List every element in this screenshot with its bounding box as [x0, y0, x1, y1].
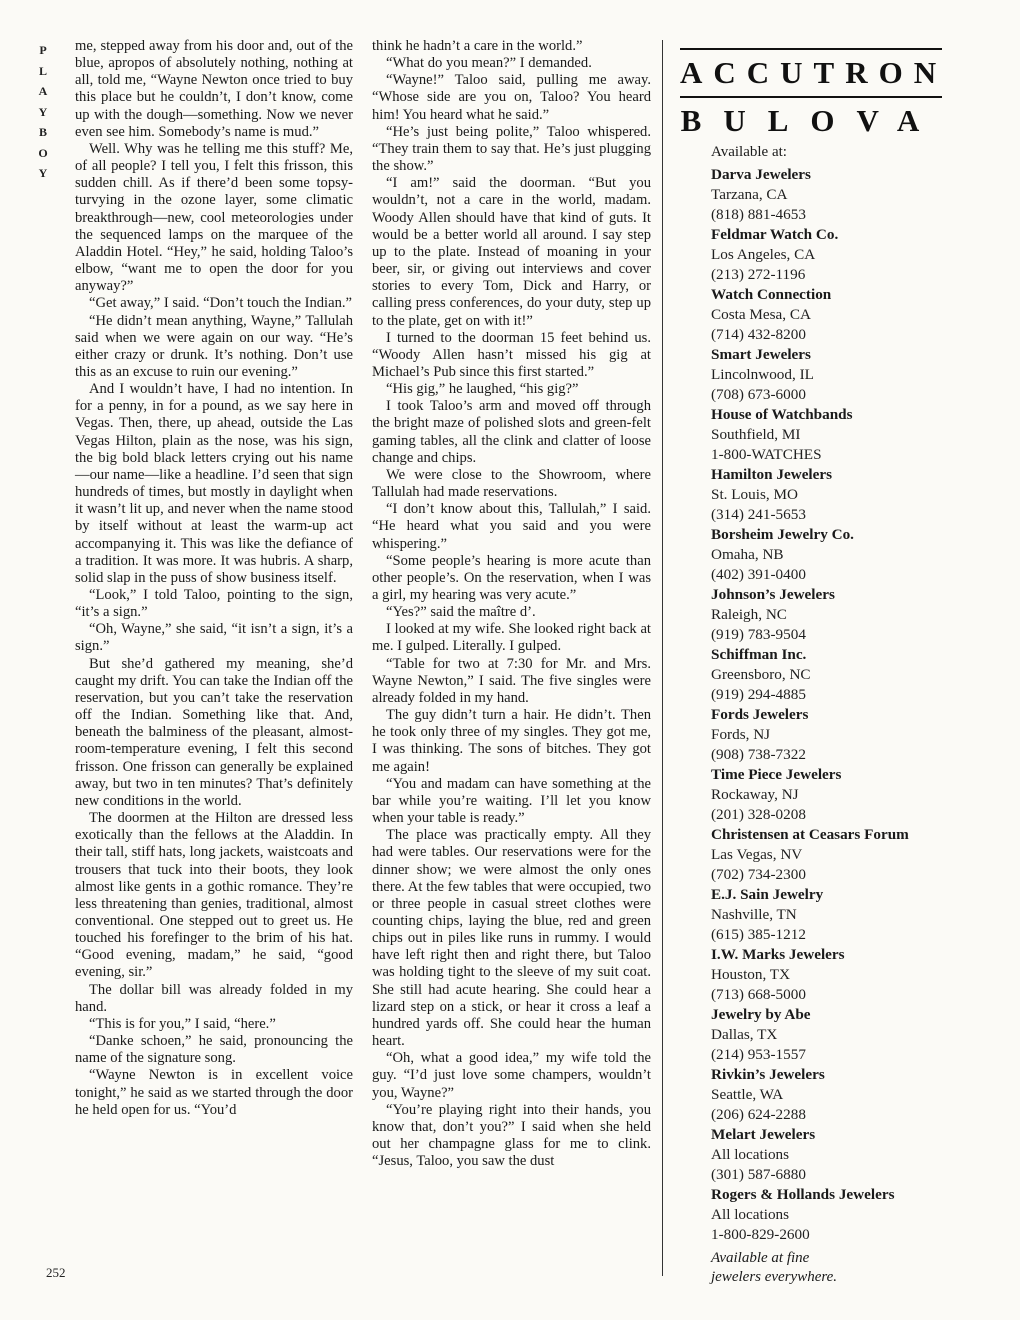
retailer-location: Houston, TX	[711, 966, 791, 983]
retailer-entry	[711, 1125, 980, 1185]
retailer-phone: (714) 432-8200	[711, 326, 806, 343]
article-paragraph: “This is for you,” I said, “here.”	[89, 1015, 276, 1032]
retailer-location: Tarzana, CA	[711, 186, 788, 203]
section-tab-letter: L	[38, 63, 47, 78]
tagline	[711, 1249, 980, 1287]
article-paragraph: “His gig,” he laughed, “his gig?”	[386, 381, 579, 398]
retailer-entry	[711, 285, 980, 345]
retailer-phone: (314) 241-5653	[711, 506, 806, 523]
retailer-phone: (301) 587-6880	[711, 1166, 806, 1183]
article-paragraph: “Get away,” I said. “Don’t touch the Indian.”	[89, 295, 352, 312]
retailer-entry	[711, 825, 980, 885]
retailer-name: Fords Jewelers	[711, 706, 809, 723]
brand-bulova: BULOVA	[680, 103, 942, 138]
article-paragraph: Well. Why was he telling me this stuff? Me, of all people? I tell you, I felt this frisson, this sudden chill. As if there’d been some topsy-turvying in the ozone layer, some climatic breakthrough—new, cool meteorologies under the sequenced lamps on the marquee of the Aladdin Hotel. “Hey,” he said, holding Taloo’s elbow, “want me to open the door for you anyway?”	[75, 140, 353, 295]
article-column-1	[75, 38, 353, 1119]
retailer-entry	[711, 1185, 980, 1245]
retailer-name: Jewelry by Abe	[711, 1006, 811, 1023]
retailer-location: Raleigh, NC	[711, 606, 787, 623]
brand-accutron: ACCUTRON	[680, 55, 948, 90]
retailer-name: House of Watchbands	[711, 406, 853, 423]
retailer-location: Nashville, TN	[711, 906, 797, 923]
article-paragraph: But she’d gathered my meaning, she’d caught my drift. You can take the Indian off the reservation, but you can’t take the reservation off the Indian. Something like that. And, beneath the balminess of the pleasant, almost-room-temperature evening, I felt this second frisson. One frisson can generally be explained away, but two in ten minutes? That’s definitely new conditions in the world.	[75, 655, 353, 809]
retailer-entry	[711, 885, 980, 945]
retailer-location: Rockaway, NJ	[711, 786, 799, 803]
column-rule	[662, 40, 663, 1276]
tagline-line-2: jewelers everywhere.	[711, 1269, 838, 1285]
retailer-name: Rivkin’s Jewelers	[711, 1066, 825, 1083]
section-tab-letter: A	[38, 84, 48, 98]
retailer-location: Omaha, NB	[711, 546, 784, 563]
article-paragraph: “Yes?” said the maître d’.	[386, 604, 536, 621]
retailer-name: Schiffman Inc.	[711, 646, 807, 663]
retailer-location: Dallas, TX	[711, 1026, 778, 1043]
brand-rule-middle	[680, 96, 942, 98]
retailer-location: Greensboro, NC	[711, 666, 811, 683]
retailer-entry	[711, 645, 980, 705]
retailer-entry	[711, 225, 980, 285]
retailer-location: Fords, NJ	[711, 726, 771, 743]
section-tab-letter: P	[39, 43, 47, 57]
retailer-name: Borsheim Jewelry Co.	[711, 526, 854, 543]
retailer-location: Los Angeles, CA	[711, 246, 816, 263]
retailer-name: Watch Connection	[711, 286, 832, 303]
retailer-phone: (213) 272-1196	[711, 266, 806, 283]
advertisement	[680, 42, 980, 1287]
retailer-phone: (702) 734-2300	[711, 866, 806, 883]
retailer-phone: (908) 738-7322	[711, 746, 806, 763]
retailer-phone: 1-800-WATCHES	[711, 446, 822, 463]
retailer-entry	[711, 765, 980, 825]
retailer-phone: 1-800-829-2600	[711, 1226, 810, 1243]
section-tab-letter: O	[38, 145, 48, 160]
retailer-entry	[711, 945, 980, 1005]
article-paragraph: “Table for two at 7:30 for Mr. and Mrs. Wayne Newton,” I said. The five singles were already folded in my hand.	[372, 655, 651, 706]
retailer-location: St. Louis, MO	[711, 486, 798, 503]
retailer-name: Christensen at Ceasars Forum	[711, 826, 909, 843]
retailer-entry	[711, 345, 980, 405]
retailer-phone: (615) 385-1212	[711, 926, 806, 943]
article-paragraph: “Wayne!” Taloo said, pulling me away. “Whose side are you on, Taloo? You heard him! You heard what he said.”	[372, 72, 651, 123]
article-paragraph: And I wouldn’t have, I had no intention. In for a penny, in for a pound, as we say here in Vegas. Then, there, up ahead, outside the Las Vegas Hilton, plain as the nose, was his sign, the big bold black letters crying out his name—our name—like a headline. I’d seen that sign hundreds of times, but mostly in daylight when it wasn’t lit up, and never when the name stood by itself without at least the warm-up act accompanying it. This was like the defiance of a tradition. It was more. It was hubris. A sharp, solid slap in the puss of show business itself.	[75, 381, 353, 586]
article-paragraph: “He didn’t mean anything, Wayne,” Tallulah said when we were again on our way. “He’s either crazy or drunk. It’s nothing. Don’t use this as an excuse to ruin our evening.”	[75, 312, 353, 380]
retailer-list	[711, 165, 980, 1245]
retailer-name: Hamilton Jewelers	[711, 466, 833, 483]
retailer-name: I.W. Marks Jewelers	[711, 946, 845, 963]
retailer-location: Las Vegas, NV	[711, 846, 803, 863]
retailer-entry	[711, 705, 980, 765]
retailer-entry	[711, 1005, 980, 1065]
retailer-location: All locations	[711, 1146, 790, 1163]
retailer-name: Darva Jewelers	[711, 166, 811, 183]
article-paragraph: “Oh, Wayne,” she said, “it isn’t a sign, it’s a sign.”	[75, 621, 353, 655]
retailer-name: Feldmar Watch Co.	[711, 226, 839, 243]
retailer-location: Seattle, WA	[711, 1086, 784, 1103]
retailer-name: Melart Jewelers	[711, 1126, 816, 1143]
retailer-phone: (919) 294-4885	[711, 686, 806, 703]
retailer-list-container	[711, 143, 980, 1287]
retailer-phone: (201) 328-0208	[711, 806, 806, 823]
retailer-entry	[711, 465, 980, 525]
retailer-entry	[711, 1065, 980, 1125]
article-paragraph: “You and madam can have something at the bar while you’re waiting. I’ll let you know when your table is ready.”	[372, 775, 651, 827]
article-paragraph: “I am!” said the doorman. “But you wouldn’t, not a care in the world, madam. Woody Allen should have that kind of guts. It would be a better world all around. I say step up to the plate. Instead of moaning in your beer, sir, or giving out interviews and cover stories to every Tom, Dick and Harry, or calling press conferences, do your duty, step up to the plate, get on with it!”	[372, 175, 651, 329]
retailer-phone: (708) 673-6000	[711, 386, 806, 403]
article-paragraph: “Some people’s hearing is more acute than other people’s. On the reservation, when I was a girl, my hearing was very acute.”	[372, 552, 651, 603]
available-label: Available at:	[711, 144, 787, 160]
retailer-name: Smart Jewelers	[711, 346, 811, 363]
retailer-phone: (818) 881-4653	[711, 206, 806, 223]
retailer-location: All locations	[711, 1206, 790, 1223]
article-paragraph: “Look,” I told Taloo, pointing to the sign, “it’s a sign.”	[75, 587, 353, 621]
article-paragraph: I took Taloo’s arm and moved off through the bright maze of polished slots and green-felt gaming tables, all the clink and clatter of loose change and chips.	[372, 398, 651, 466]
article-paragraph: think he hadn’t a care in the world.”	[372, 38, 583, 54]
section-tab-letter: Y	[38, 104, 48, 119]
section-tab-letter: B	[38, 125, 47, 139]
section-tab-letter: Y	[38, 166, 48, 180]
article-paragraph: The dollar bill was already folded in my hand.	[75, 981, 353, 1015]
article-paragraph: “You’re playing right into their hands, you know that, don’t you?” I said when she held out her champagne glass for me to clink. “Jesus, Taloo, you saw the dust	[372, 1101, 651, 1170]
tagline-line-1: Available at fine	[711, 1250, 810, 1266]
retailer-entry	[711, 525, 980, 585]
article-paragraph: “He’s just being polite,” Taloo whispered. “They train them to say that. He’s just plugging the show.”	[372, 123, 651, 175]
retailer-entry	[711, 405, 980, 465]
retailer-name: Time Piece Jewelers	[711, 766, 842, 783]
retailer-location: Southfield, MI	[711, 426, 801, 443]
retailer-entry	[711, 165, 980, 225]
page-number: 252	[46, 1265, 66, 1280]
retailer-name: Johnson’s Jewelers	[711, 586, 835, 603]
retailer-phone: (402) 391-0400	[711, 566, 806, 583]
retailer-location: Lincolnwood, IL	[711, 366, 814, 383]
article-paragraph: “What do you mean?” I demanded.	[386, 55, 592, 72]
retailer-phone: (214) 953-1557	[711, 1046, 806, 1063]
article-paragraph: me, stepped away from his door and, out of the blue, apropos of absolutely nothing, nothing at all, told me, “Wayne Newton once tried to buy this place but he couldn’t, I don’t know, come up with the dough—something. Now we never even see him. Somebody’s name is mud.”	[75, 38, 353, 140]
retailer-entry	[711, 585, 980, 645]
article-paragraph: “Danke schoen,” he said, pronouncing the name of the signature song.	[75, 1033, 353, 1067]
retailer-name: Rogers & Hollands Jewelers	[711, 1186, 895, 1203]
retailer-name: E.J. Sain Jewelry	[711, 886, 824, 903]
retailer-location: Costa Mesa, CA	[711, 306, 811, 323]
article-paragraph: The guy didn’t turn a hair. He didn’t. Then he took only three of my singles. They got me, I was thinking. The sons of bitches. They got me again!	[372, 707, 651, 775]
retailer-phone: (919) 783-9504	[711, 626, 806, 643]
article-column-2	[372, 38, 651, 1170]
article-paragraph: “Oh, what a good idea,” my wife told the guy. “I’d just love some champers, wouldn’t you, Wayne?”	[372, 1050, 651, 1101]
section-tab	[33, 40, 53, 184]
article-paragraph: “I don’t know about this, Tallulah,” I said. “He heard what you said and you were whispering.”	[372, 501, 651, 552]
article-paragraph: The doormen at the Hilton are dressed less exotically than the fellows at the Aladdin. In their tall, stiff hats, long jackets, waistcoats and trousers that tuck into their boots, they look almost like gents in a gothic romance. They’re less threatening than genies, traditional, almost conventional. One stepped out to greet us. He touched his forefinger to the brim of his hat. “Good evening, madam,” he said, “good evening, sir.”	[75, 810, 353, 981]
retailer-phone: (713) 668-5000	[711, 986, 806, 1003]
article-paragraph: I turned to the doorman 15 feet behind us. “Woody Allen hasn’t missed his gig at Michael’s Pub since this first started.”	[372, 329, 651, 380]
article-paragraph: “Wayne Newton is in excellent voice tonight,” he said as we started through the door he held open for us. “You’d	[75, 1067, 353, 1118]
retailer-phone: (206) 624-2288	[711, 1106, 806, 1123]
article-paragraph: We were close to the Showroom, where Tallulah had made reservations.	[372, 466, 651, 501]
brand-rule-top	[680, 48, 942, 50]
article-paragraph: I looked at my wife. She looked right back at me. I gulped. Literally. I gulped.	[372, 621, 651, 655]
article-paragraph: The place was practically empty. All they had were tables. Our reservations were for the dinner show; we were almost the only ones there. At the few tables that were occupied, two or three people in casual street clothes were counting chips, laying the blue, red and green chips out in piles like runs in rummy. I would have left right then and right there, but Taloo was holding tight to the sleeve of my suit coat. She still had acute hearing. She could hear a lizard step on a stick, or hear it cross a leaf a hundred yards off. She could hear the human heart.	[372, 827, 651, 1050]
